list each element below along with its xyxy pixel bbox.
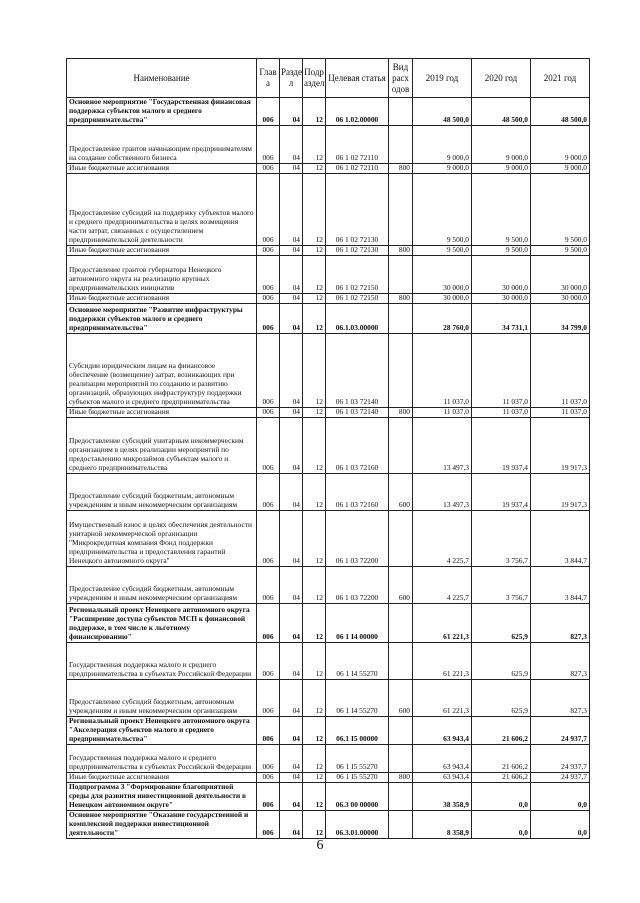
cell-2020: 30 000,0 (472, 255, 531, 293)
cell-2021: 0,0 (531, 810, 590, 838)
cell-podrazdel: 12 (303, 679, 326, 716)
cell-razdel: 04 (280, 679, 303, 716)
cell-article: 06 1 I4 55270 (326, 679, 389, 716)
header-2019: 2019 год (413, 59, 472, 98)
cell-2020: 0,0 (472, 810, 531, 838)
cell-2020: 21 606,2 (472, 716, 531, 744)
cell-glava: 006 (257, 255, 280, 293)
cell-vid (389, 333, 413, 407)
table-row (67, 98, 590, 126)
cell-glava: 006 (257, 173, 280, 245)
cell-name: Предоставление субсидий бюджетным, автономным учреждениям и иным некоммерческим организациям (67, 566, 257, 603)
cell-2020: 21 606,2 (472, 772, 531, 782)
cell-vid: 600 (389, 679, 413, 716)
cell-article: 06 1 03 72140 (326, 407, 389, 417)
cell-article: 06.3 00 00000 (326, 782, 389, 810)
cell-podrazdel: 12 (303, 98, 326, 126)
cell-article: 06.3.01.00000 (326, 810, 389, 838)
table-row (67, 293, 590, 303)
header-razdel: Разде л (280, 59, 303, 98)
cell-name: Региональный проект Ненецкого автономного округа "Акселерация субъектов малого и среднего предпринимательства" (67, 716, 257, 744)
table-row (67, 603, 590, 642)
cell-2020: 11 037,0 (472, 333, 531, 407)
cell-name: Основное мероприятие "Государственная финансовая поддержка субъектов малого и среднего предпринимательства" (67, 98, 257, 126)
cell-2019: 28 760,0 (413, 303, 472, 333)
cell-article: 06 1 02 72150 (326, 255, 389, 293)
cell-2020: 19 937,4 (472, 473, 531, 510)
cell-podrazdel: 12 (303, 642, 326, 679)
cell-name: Иные бюджетные ассигнования (67, 407, 257, 417)
cell-vid: 800 (389, 772, 413, 782)
table-row (67, 407, 590, 417)
cell-article: 06 1 03 72140 (326, 333, 389, 407)
cell-article: 06 1 02 72130 (326, 173, 389, 245)
cell-vid (389, 642, 413, 679)
cell-vid: 600 (389, 473, 413, 510)
table-row (67, 716, 590, 744)
cell-article: 06 1 02 72110 (326, 125, 389, 163)
cell-2021: 11 037,0 (531, 333, 590, 407)
cell-name: Предоставление субсидий бюджетным, автономным учреждениям и иным некоммерческим организациям (67, 473, 257, 510)
cell-podrazdel: 12 (303, 333, 326, 407)
cell-2021: 19 917,3 (531, 473, 590, 510)
cell-2019: 30 000,0 (413, 255, 472, 293)
cell-2019: 9 500,0 (413, 245, 472, 255)
cell-vid (389, 98, 413, 126)
cell-vid (389, 810, 413, 838)
cell-2019: 63 943,4 (413, 744, 472, 772)
table-row (67, 744, 590, 772)
cell-name: Государственная поддержка малого и среднего предпринимательства в субъектах Российской Федерации (67, 642, 257, 679)
table-row (67, 333, 590, 407)
table-row (67, 163, 590, 173)
cell-article: 06 1 03 72160 (326, 473, 389, 510)
cell-glava: 006 (257, 303, 280, 333)
cell-2020: 9 500,0 (472, 173, 531, 245)
cell-name: Иные бюджетные ассигнования (67, 163, 257, 173)
cell-razdel: 04 (280, 417, 303, 473)
cell-glava: 006 (257, 125, 280, 163)
cell-2021: 0,0 (531, 782, 590, 810)
cell-article: 06 1 I5 55270 (326, 772, 389, 782)
table-row (67, 245, 590, 255)
cell-2020: 9 500,0 (472, 245, 531, 255)
cell-vid (389, 782, 413, 810)
cell-2019: 11 037,0 (413, 333, 472, 407)
cell-name: Предоставление грантов начинающим предпринимателям на создание собственного бизнеса (67, 125, 257, 163)
table-row (67, 473, 590, 510)
table-row (67, 417, 590, 473)
cell-name: Предоставление субсидий на поддержку субъектов малого и среднего предпринимательства в целях возмещения части затрат, связанных с осуществлением предпринимательской деятельности (67, 173, 257, 245)
cell-razdel: 04 (280, 407, 303, 417)
cell-2019: 13 497,3 (413, 417, 472, 473)
cell-glava: 006 (257, 642, 280, 679)
cell-vid (389, 510, 413, 566)
header-2021: 2021 год (531, 59, 590, 98)
cell-2021: 9 500,0 (531, 173, 590, 245)
cell-podrazdel: 12 (303, 245, 326, 255)
cell-2020: 3 756,7 (472, 566, 531, 603)
cell-2021: 24 937,7 (531, 716, 590, 744)
cell-2019: 9 000,0 (413, 125, 472, 163)
cell-razdel: 04 (280, 716, 303, 744)
cell-2021: 24 937,7 (531, 772, 590, 782)
cell-razdel: 04 (280, 566, 303, 603)
cell-razdel: 04 (280, 782, 303, 810)
cell-2019: 63 943,4 (413, 772, 472, 782)
cell-razdel: 04 (280, 303, 303, 333)
cell-article: 06 1 03 72200 (326, 566, 389, 603)
budget-table (66, 58, 590, 839)
cell-2021: 48 500,0 (531, 98, 590, 126)
cell-2020: 48 500,0 (472, 98, 531, 126)
cell-razdel: 04 (280, 173, 303, 245)
header-podrazdel: Подр аздел (303, 59, 326, 98)
cell-vid (389, 303, 413, 333)
cell-glava: 006 (257, 772, 280, 782)
cell-2021: 3 844,7 (531, 566, 590, 603)
header-name: Наименование (67, 59, 257, 98)
cell-glava: 006 (257, 810, 280, 838)
cell-2020: 3 756,7 (472, 510, 531, 566)
cell-vid: 600 (389, 566, 413, 603)
cell-glava: 006 (257, 245, 280, 255)
cell-glava: 006 (257, 407, 280, 417)
cell-article: 06 1 03 72160 (326, 417, 389, 473)
header-vid: Вид расх одов (389, 59, 413, 98)
cell-name: Иные бюджетные ассигнования (67, 245, 257, 255)
cell-razdel: 04 (280, 473, 303, 510)
cell-razdel: 04 (280, 810, 303, 838)
cell-2019: 4 225,7 (413, 566, 472, 603)
cell-2020: 11 037,0 (472, 407, 531, 417)
cell-article: 06 1 03 72200 (326, 510, 389, 566)
table-row (67, 679, 590, 716)
cell-razdel: 04 (280, 772, 303, 782)
cell-vid: 800 (389, 163, 413, 173)
cell-vid: 800 (389, 245, 413, 255)
cell-2020: 9 000,0 (472, 163, 531, 173)
table-row (67, 173, 590, 245)
cell-podrazdel: 12 (303, 782, 326, 810)
cell-2020: 21 606,2 (472, 744, 531, 772)
cell-glava: 006 (257, 744, 280, 772)
cell-article: 06 1 02 72130 (326, 245, 389, 255)
cell-name: Основное мероприятие "Оказание государственной и комплексной поддержки инвестиционной деятельности" (67, 810, 257, 838)
cell-podrazdel: 12 (303, 125, 326, 163)
cell-2019: 63 943,4 (413, 716, 472, 744)
cell-razdel: 04 (280, 255, 303, 293)
cell-2021: 11 037,0 (531, 407, 590, 417)
cell-glava: 006 (257, 293, 280, 303)
cell-podrazdel: 12 (303, 417, 326, 473)
cell-razdel: 04 (280, 510, 303, 566)
cell-podrazdel: 12 (303, 810, 326, 838)
cell-podrazdel: 12 (303, 255, 326, 293)
header-2020: 2020 год (472, 59, 531, 98)
cell-2021: 24 937,7 (531, 744, 590, 772)
cell-2020: 19 937,4 (472, 417, 531, 473)
cell-podrazdel: 12 (303, 566, 326, 603)
cell-2019: 9 500,0 (413, 173, 472, 245)
cell-2021: 3 844,7 (531, 510, 590, 566)
cell-2021: 9 000,0 (531, 163, 590, 173)
cell-name: Предоставление субсидий унитарным некоммерческим организациям в целях реализации мероприятий по предоставлению микрозаймов субъектам малого и среднего предпринимательства (67, 417, 257, 473)
cell-podrazdel: 12 (303, 510, 326, 566)
cell-name: Иные бюджетные ассигнования (67, 293, 257, 303)
cell-glava: 006 (257, 417, 280, 473)
cell-glava: 006 (257, 603, 280, 642)
cell-razdel: 04 (280, 98, 303, 126)
cell-2020: 625,9 (472, 642, 531, 679)
cell-vid (389, 716, 413, 744)
table-row (67, 810, 590, 838)
cell-glava: 006 (257, 782, 280, 810)
cell-glava: 006 (257, 566, 280, 603)
cell-name: Государственная поддержка малого и среднего предпринимательства в субъектах Российской Федерации (67, 744, 257, 772)
cell-glava: 006 (257, 679, 280, 716)
cell-podrazdel: 12 (303, 163, 326, 173)
cell-razdel: 04 (280, 293, 303, 303)
cell-vid (389, 603, 413, 642)
table-row (67, 772, 590, 782)
cell-2021: 34 799,0 (531, 303, 590, 333)
cell-2021: 9 500,0 (531, 245, 590, 255)
cell-2019: 61 221,3 (413, 642, 472, 679)
cell-2020: 0,0 (472, 782, 531, 810)
cell-glava: 006 (257, 510, 280, 566)
cell-article: 06 1 I4 55270 (326, 642, 389, 679)
cell-razdel: 04 (280, 333, 303, 407)
table-row (67, 255, 590, 293)
cell-2021: 827,3 (531, 679, 590, 716)
cell-vid: 800 (389, 293, 413, 303)
cell-name: Предоставление грантов губернатора Ненецкого автономного округа на реализацию крупных предпринимательских инициатив (67, 255, 257, 293)
cell-podrazdel: 12 (303, 303, 326, 333)
cell-2020: 34 731,1 (472, 303, 531, 333)
cell-name: Имущественный взнос в целях обеспечения деятельности унитарной некоммерческой организации "Микрокредитная компания Фонд поддержки предпринимательства и предоставления гарантий Ненецкого автономного округа" (67, 510, 257, 566)
cell-glava: 006 (257, 163, 280, 173)
cell-2020: 9 000,0 (472, 125, 531, 163)
cell-2019: 61 221,3 (413, 679, 472, 716)
table-row (67, 510, 590, 566)
header-article: Целевая статья (326, 59, 389, 98)
cell-podrazdel: 12 (303, 772, 326, 782)
table-row (67, 642, 590, 679)
cell-article: 06 1.02.00000 (326, 98, 389, 126)
cell-2019: 48 500,0 (413, 98, 472, 126)
cell-2019: 13 497,3 (413, 473, 472, 510)
table-row (67, 303, 590, 333)
cell-glava: 006 (257, 333, 280, 407)
cell-2021: 827,3 (531, 603, 590, 642)
cell-name: Иные бюджетные ассигнования (67, 772, 257, 782)
cell-razdel: 04 (280, 163, 303, 173)
cell-2021: 9 000,0 (531, 125, 590, 163)
cell-2019: 8 358,9 (413, 810, 472, 838)
cell-razdel: 04 (280, 603, 303, 642)
cell-2019: 38 358,9 (413, 782, 472, 810)
cell-glava: 006 (257, 98, 280, 126)
cell-name: Региональный проект Ненецкого автономного округа "Расширение доступа субъектов МСП к финансовой поддержке, в том числе к льготному финансированию" (67, 603, 257, 642)
cell-razdel: 04 (280, 642, 303, 679)
page-number: 6 (316, 838, 324, 853)
cell-2019: 61 221,3 (413, 603, 472, 642)
cell-razdel: 04 (280, 245, 303, 255)
cell-razdel: 04 (280, 125, 303, 163)
header-glava: Глав а (257, 59, 280, 98)
cell-podrazdel: 12 (303, 293, 326, 303)
cell-article: 06 1 02 72110 (326, 163, 389, 173)
cell-2019: 4 225,7 (413, 510, 472, 566)
cell-article: 06.1 I5 00000 (326, 716, 389, 744)
cell-glava: 006 (257, 473, 280, 510)
cell-podrazdel: 12 (303, 473, 326, 510)
cell-2021: 30 000,0 (531, 293, 590, 303)
table-row (67, 782, 590, 810)
table-row (67, 566, 590, 603)
cell-glava: 006 (257, 716, 280, 744)
cell-podrazdel: 12 (303, 716, 326, 744)
cell-2019: 30 000,0 (413, 293, 472, 303)
cell-name: Субсидии юридическим лицам на финансовое обеспечение (возмещение) затрат, возникающих при реализации мероприятий по созданию и развитию организаций, образующих инфраструктуру поддержки субъектов малого и среднего предпринимательства (67, 333, 257, 407)
cell-podrazdel: 12 (303, 407, 326, 417)
cell-2020: 625,9 (472, 679, 531, 716)
cell-2019: 9 000,0 (413, 163, 472, 173)
cell-2019: 11 037,0 (413, 407, 472, 417)
cell-podrazdel: 12 (303, 744, 326, 772)
cell-podrazdel: 12 (303, 603, 326, 642)
cell-name: Основное мероприятие "Развитие инфраструктуры поддержки субъектов малого и среднего предпринимательства" (67, 303, 257, 333)
cell-podrazdel: 12 (303, 173, 326, 245)
cell-2021: 19 917,3 (531, 417, 590, 473)
cell-vid (389, 417, 413, 473)
cell-article: 06 1 I5 55270 (326, 744, 389, 772)
cell-article: 06.1.03.00000 (326, 303, 389, 333)
cell-vid (389, 255, 413, 293)
cell-name: Подпрограмма 3 "Формирование благоприятной среды для развития инвестиционной деятельности в Ненецком автономном округе" (67, 782, 257, 810)
table-header-row (67, 59, 590, 98)
table-row (67, 125, 590, 163)
cell-vid (389, 173, 413, 245)
cell-name: Предоставление субсидий бюджетным, автономным учреждениям и иным некоммерческим организациям (67, 679, 257, 716)
cell-article: 06 1 I4 00000 (326, 603, 389, 642)
cell-2021: 30 000,0 (531, 255, 590, 293)
cell-2020: 625,9 (472, 603, 531, 642)
cell-vid: 800 (389, 407, 413, 417)
cell-article: 06 1 02 72150 (326, 293, 389, 303)
cell-2021: 827,3 (531, 642, 590, 679)
cell-2020: 30 000,0 (472, 293, 531, 303)
cell-vid (389, 125, 413, 163)
cell-razdel: 04 (280, 744, 303, 772)
cell-vid (389, 744, 413, 772)
